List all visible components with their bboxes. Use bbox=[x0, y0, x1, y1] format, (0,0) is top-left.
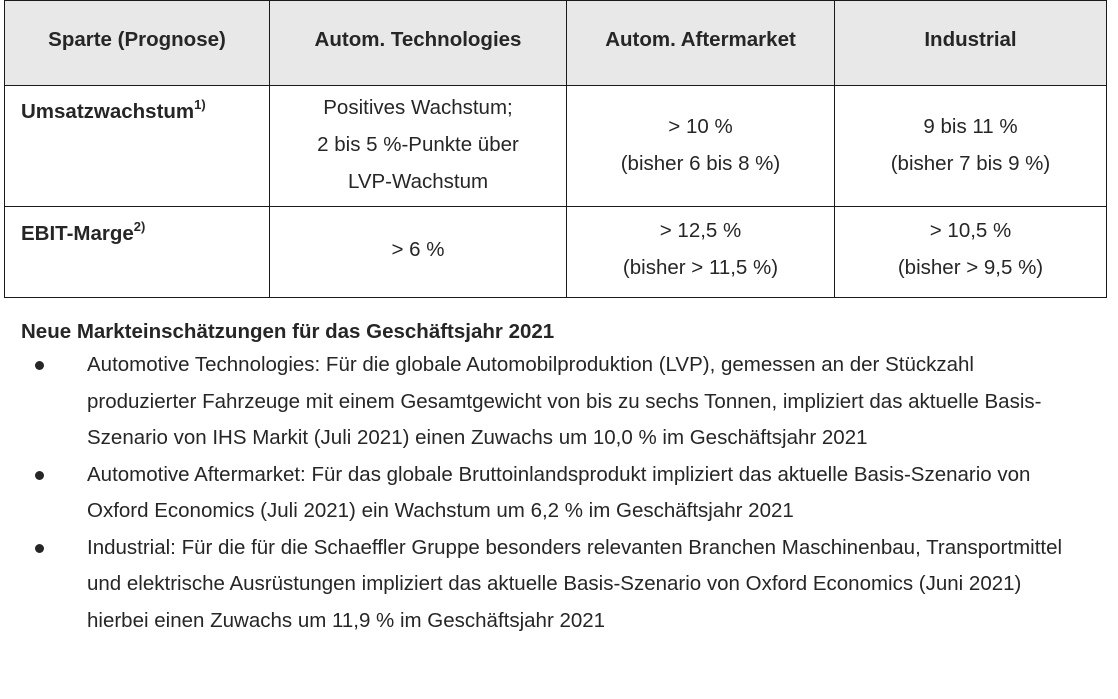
header-segment: Sparte (Prognose) bbox=[5, 1, 270, 86]
table-header-row bbox=[5, 1, 1107, 86]
footnote-marker: 1) bbox=[194, 97, 206, 112]
cell-revenue-aftermarket bbox=[567, 86, 835, 207]
cell-line: (bisher 7 bis 9 %) bbox=[890, 152, 1051, 175]
header-industrial: Industrial bbox=[835, 1, 1107, 86]
market-assessment-list bbox=[0, 347, 1118, 639]
list-item-text: Automotive Technologies: Für die globale Automobilproduktion (LVP), gemessen an der Stückzahl produzierter Fahrzeuge mit einem Gesamtgewicht von bis zu sechs Tonnen, impliziert das aktuelle Basis-Szenario von IHS Markit (Juli 2021) einen Zuwachs um 10,0 % im Geschäftsjahr 2021 bbox=[87, 353, 1042, 449]
cell-line: (bisher > 9,5 %) bbox=[897, 256, 1044, 279]
row-label-text: Umsatzwachstum bbox=[21, 100, 195, 123]
cell-line: > 10,5 % bbox=[929, 219, 1012, 242]
cell-ebit-aftermarket bbox=[567, 207, 835, 298]
cell-line: > 12,5 % bbox=[659, 219, 742, 242]
cell-line: (bisher > 11,5 %) bbox=[622, 256, 779, 279]
cell-line: 2 bis 5 %-Punkte über bbox=[317, 133, 519, 156]
list-item bbox=[0, 347, 1118, 457]
cell-ebit-technologies bbox=[270, 207, 567, 298]
footnote-marker: 2) bbox=[133, 219, 146, 234]
cell-ebit-industrial bbox=[835, 207, 1107, 298]
cell-line: > 6 % bbox=[391, 238, 445, 261]
row-label-ebit-margin bbox=[5, 207, 270, 298]
bullet-icon bbox=[35, 544, 44, 553]
list-item-text: Industrial: Für die für die Schaeffler Gruppe besonders relevanten Branchen Maschinenbau, Transportmittel und elektrische Ausrüstungen impliziert das aktuelle Basis-Szenario von Oxford Economics (Juni 2021) hierbei einen Zuwachs um 11,9 % im Geschäftsjahr 2021 bbox=[87, 535, 1063, 632]
cell-line: > 10 % bbox=[668, 115, 733, 138]
row-label-revenue-growth bbox=[5, 86, 270, 207]
cell-revenue-technologies bbox=[270, 86, 567, 207]
cell-line: 9 bis 11 % bbox=[923, 115, 1018, 138]
section-heading: Neue Markteinschätzungen für das Geschäftsjahr 2021 bbox=[21, 320, 555, 343]
cell-line: LVP-Wachstum bbox=[347, 170, 489, 193]
header-automotive-technologies: Autom. Technologies bbox=[270, 1, 567, 86]
list-item bbox=[0, 530, 1118, 640]
bullet-icon bbox=[35, 471, 44, 480]
forecast-table bbox=[4, 0, 1107, 298]
table-row-revenue-growth bbox=[5, 86, 1107, 207]
table-row-ebit-margin bbox=[5, 207, 1107, 298]
cell-line: Positives Wachstum; bbox=[323, 96, 513, 119]
row-label-text: EBIT-Marge bbox=[21, 222, 134, 245]
bullet-icon bbox=[35, 361, 44, 370]
cell-revenue-industrial bbox=[835, 86, 1107, 207]
list-item bbox=[0, 457, 1118, 530]
list-item-text: Automotive Aftermarket: Für das globale Bruttoinlandsprodukt impliziert das aktuelle Basis-Szenario von Oxford Economics (Juli 2021) ein Wachstum um 6,2 % im Geschäftsjahr 2021 bbox=[87, 462, 1031, 522]
cell-line: (bisher 6 bis 8 %) bbox=[620, 152, 781, 175]
header-automotive-aftermarket: Autom. Aftermarket bbox=[567, 1, 835, 86]
